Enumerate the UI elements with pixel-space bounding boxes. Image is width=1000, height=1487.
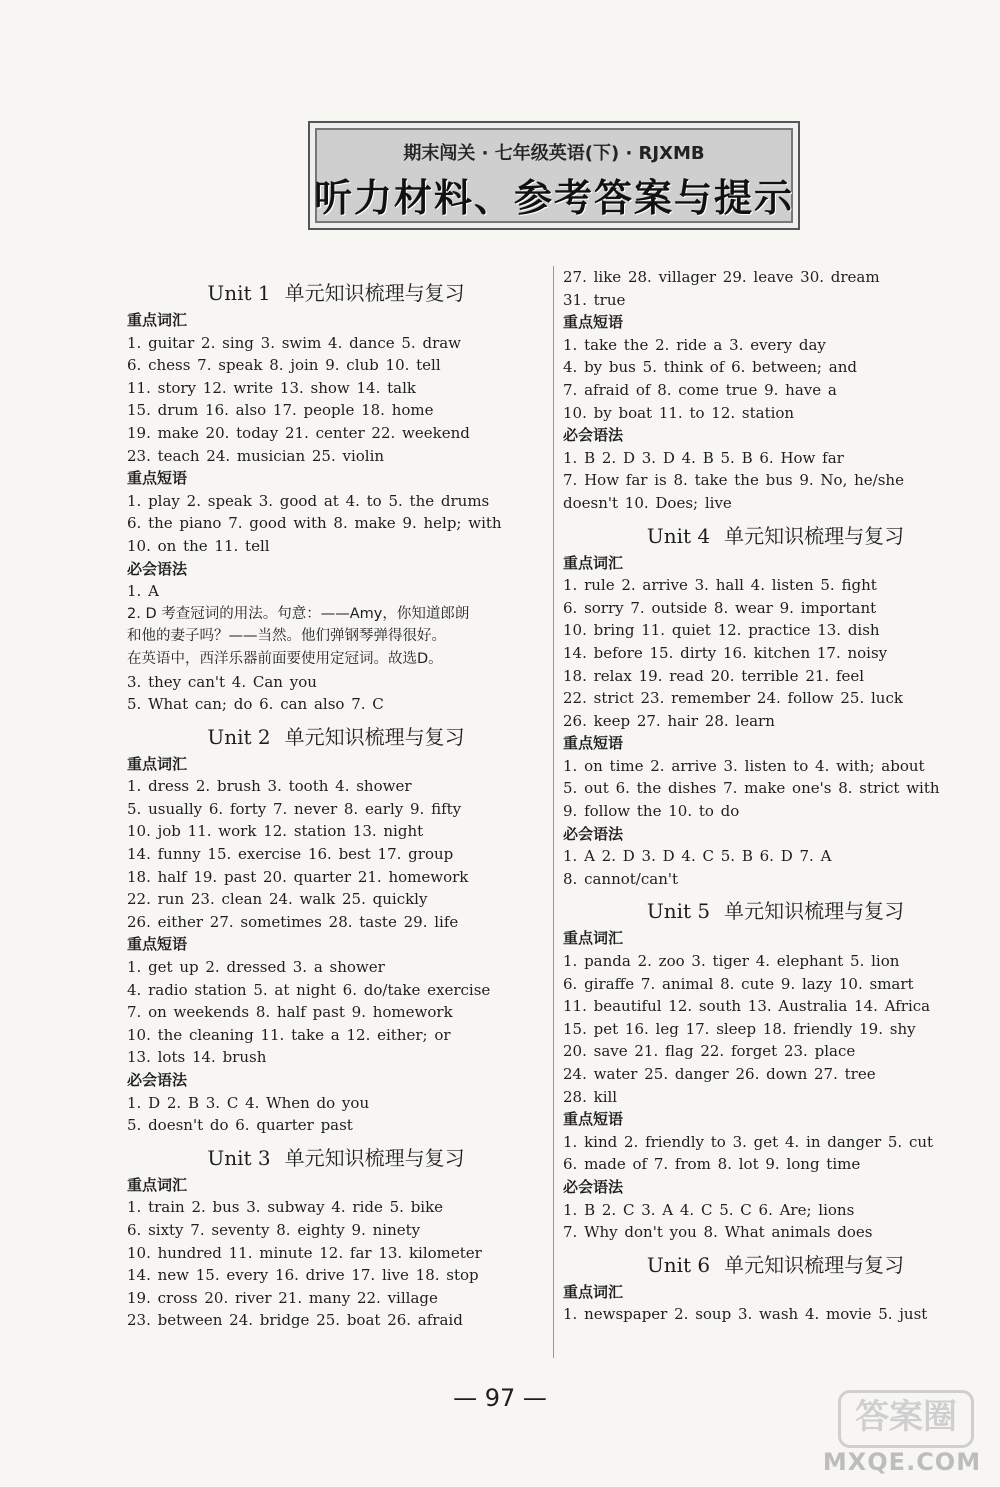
answer-line: 5. What can; do 6. can also 7. C [127,695,384,714]
answer-line: 1. B 2. C 3. A 4. C 5. C 6. Are; lions [563,1200,855,1219]
title-banner [308,121,800,230]
watermark-logo: 答案圈 [838,1390,974,1448]
answer-line: 1. train 2. bus 3. subway 4. ride 5. bike [127,1198,444,1217]
answer-line: 10. hundred 11. minute 12. far 13. kilometer [127,1243,482,1262]
unit-number: Unit 1 [207,281,271,305]
answer-line: 3. they can't 4. Can you [127,672,317,691]
answer-line: 22. run 23. clean 24. walk 25. quickly [127,890,428,909]
answer-line: 1. B 2. D 3. D 4. B 5. B 6. How far [563,448,844,467]
watermark-site: MXQE.COM [822,1448,982,1476]
watermark [812,1390,992,1480]
unit-title: 单元知识梳理与复习 [724,899,905,924]
answer-line: 31. true [563,290,626,309]
section-label: 重点词汇 [127,311,188,329]
answer-line: 10. on the 11. tell [127,536,270,555]
banner-title: 听力材料、参考答案与提示 [313,176,794,220]
unit-heading [563,1250,988,1281]
answer-line: 24. water 25. danger 26. down 27. tree [563,1065,876,1083]
answer-line: 1. get up 2. dressed 3. a shower [127,958,385,977]
answer-line: 1. panda 2. zoo 3. tiger 4. elephant 5. lion [563,952,900,971]
answer-line: 7. afraid of 8. come true 9. have a [563,380,837,399]
banner-subtitle: 期末闯关 · 七年级英语(下) · RJXMB [403,143,705,164]
answer-line: 1. D 2. B 3. C 4. When do you [127,1093,370,1112]
answer-line: 8. cannot/can't [563,869,679,888]
answer-line: 19. cross 20. river 21. many 22. village [127,1288,438,1307]
answer-line: 13. lots 14. brush [127,1048,267,1067]
answer-line: 1. A [127,582,159,601]
unit-heading [127,722,545,753]
answer-line: 23. between 24. bridge 25. boat 26. afraid [127,1311,463,1330]
answer-line: 9. follow the 10. to do [563,802,740,821]
answer-line: 11. beautiful 12. south 13. Australia 14. Africa [563,997,931,1016]
answer-line: 1. play 2. speak 3. good at 4. to 5. the drums [127,491,490,510]
section-label: 重点词汇 [563,553,624,572]
answer-line: 1. on time 2. arrive 3. listen to 4. with; about [563,756,925,775]
answer-line: 18. relax 19. read 20. terrible 21. feel [563,666,865,685]
answer-line: 19. make 20. today 21. center 22. weekend [127,423,470,442]
answer-line: 1. dress 2. brush 3. tooth 4. shower [127,777,412,796]
section-label: 必会语法 [563,1177,624,1196]
section-label: 必会语法 [127,1071,188,1089]
section-label: 必会语法 [563,426,624,445]
unit-heading [563,896,988,927]
answer-line: 14. funny 15. exercise 16. best 17. group [127,845,454,864]
right-column [563,266,988,1326]
section-label: 必会语法 [127,559,188,578]
answer-line: 5. doesn't do 6. quarter past [127,1116,353,1135]
section-label: 重点短语 [127,935,188,954]
unit-number: Unit 2 [207,724,271,749]
left-column [127,278,545,1332]
answer-line: 10. job 11. work 12. station 13. night [127,822,424,841]
unit-title: 单元知识梳理与复习 [724,523,905,548]
answer-explanation: 2. D 考查冠词的用法。句意：——Amy，你知道郎朗 [127,605,470,622]
answer-line: 28. kill [563,1087,618,1106]
answer-line: 1. A 2. D 3. D 4. C 5. B 6. D 7. A [563,847,832,866]
answer-line: 14. before 15. dirty 16. kitchen 17. noisy [563,643,888,662]
answer-line: 18. half 19. past 20. quarter 21. homework [127,867,469,886]
answer-line: 23. teach 24. musician 25. violin [127,446,385,465]
section-label: 重点短语 [563,734,624,753]
answer-line: 15. drum 16. also 17. people 18. home [127,401,434,420]
unit-heading [127,1143,545,1174]
answer-line: 26. either 27. sometimes 28. taste 29. life [127,912,459,931]
section-label: 重点词汇 [563,1282,624,1301]
section-label: 必会语法 [563,824,624,843]
column-divider [553,266,554,1358]
unit-title: 单元知识梳理与复习 [284,281,465,305]
answer-line: 1. guitar 2. sing 3. swim 4. dance 5. draw [127,333,462,352]
answer-line: 1. kind 2. friendly to 3. get 4. in danger 5. cut [563,1132,934,1151]
answer-line: doesn't 10. Does; live [563,493,732,512]
section-label: 重点短语 [563,313,624,332]
answer-line: 6. giraffe 7. animal 8. cute 9. lazy 10. smart [563,974,914,993]
answer-line: 26. keep 27. hair 28. learn [563,711,775,730]
answer-line: 22. strict 23. remember 24. follow 25. luck [563,689,903,708]
answer-line: 5. out 6. the dishes 7. make one's 8. strict with [563,779,940,798]
answer-line: 4. by bus 5. think of 6. between; and [563,358,857,377]
unit-number: Unit 5 [646,899,711,924]
answer-line: 4. radio station 5. at night 6. do/take exercise [127,980,491,999]
answer-line: 10. the cleaning 11. take a 12. either; or [127,1025,451,1044]
answer-explanation: 在英语中，西洋乐器前面要使用定冠词。故选D。 [127,650,443,667]
answer-line: 15. pet 16. leg 17. sleep 18. friendly 19. shy [563,1019,916,1038]
unit-heading [563,521,988,552]
section-label: 重点词汇 [127,1175,188,1194]
answer-line: 7. Why don't you 8. What animals does [563,1223,873,1242]
unit-number: Unit 3 [207,1145,271,1170]
answer-line: 1. newspaper 2. soup 3. wash 4. movie 5. just [563,1305,928,1324]
answer-line: 7. on weekends 8. half past 9. homework [127,1003,453,1022]
section-label: 重点词汇 [127,754,188,773]
section-label: 重点短语 [563,1110,624,1129]
answer-line: 10. by boat 11. to 12. station [563,403,795,422]
answer-line: 10. bring 11. quiet 12. practice 13. dish [563,621,880,640]
unit-heading [127,278,545,309]
answer-line: 7. How far is 8. take the bus 9. No, he/she [563,471,904,490]
answer-explanation: 和他的妻子吗？——当然。他们弹钢琴弹得很好。 [127,628,446,645]
answer-line: 11. story 12. write 13. show 14. talk [127,378,416,397]
answer-line: 6. the piano 7. good with 8. make 9. help; with [127,514,502,533]
section-label: 重点短语 [127,469,188,488]
section-label: 重点词汇 [563,929,624,948]
unit-number: Unit 6 [646,1252,711,1277]
answer-line: 27. like 28. villager 29. leave 30. dream [563,268,880,286]
unit-number: Unit 4 [646,523,711,548]
unit-title: 单元知识梳理与复习 [284,724,465,749]
unit-title: 单元知识梳理与复习 [724,1252,905,1277]
answer-line: 20. save 21. flag 22. forget 23. place [563,1042,856,1061]
answer-line: 5. usually 6. forty 7. never 8. early 9. fifty [127,799,462,818]
answer-line: 1. rule 2. arrive 3. hall 4. listen 5. fight [563,576,877,595]
answer-line: 1. take the 2. ride a 3. every day [563,335,826,354]
answer-line: 6. sixty 7. seventy 8. eighty 9. ninety [127,1220,421,1239]
answer-line: 6. chess 7. speak 8. join 9. club 10. tell [127,356,441,375]
page-number: — 97 — [453,1384,547,1412]
unit-title: 单元知识梳理与复习 [284,1145,465,1170]
answer-line: 6. sorry 7. outside 8. wear 9. important [563,598,877,617]
answer-line: 6. made of 7. from 8. lot 9. long time [563,1155,861,1174]
answer-line: 14. new 15. every 16. drive 17. live 18. stop [127,1266,479,1285]
